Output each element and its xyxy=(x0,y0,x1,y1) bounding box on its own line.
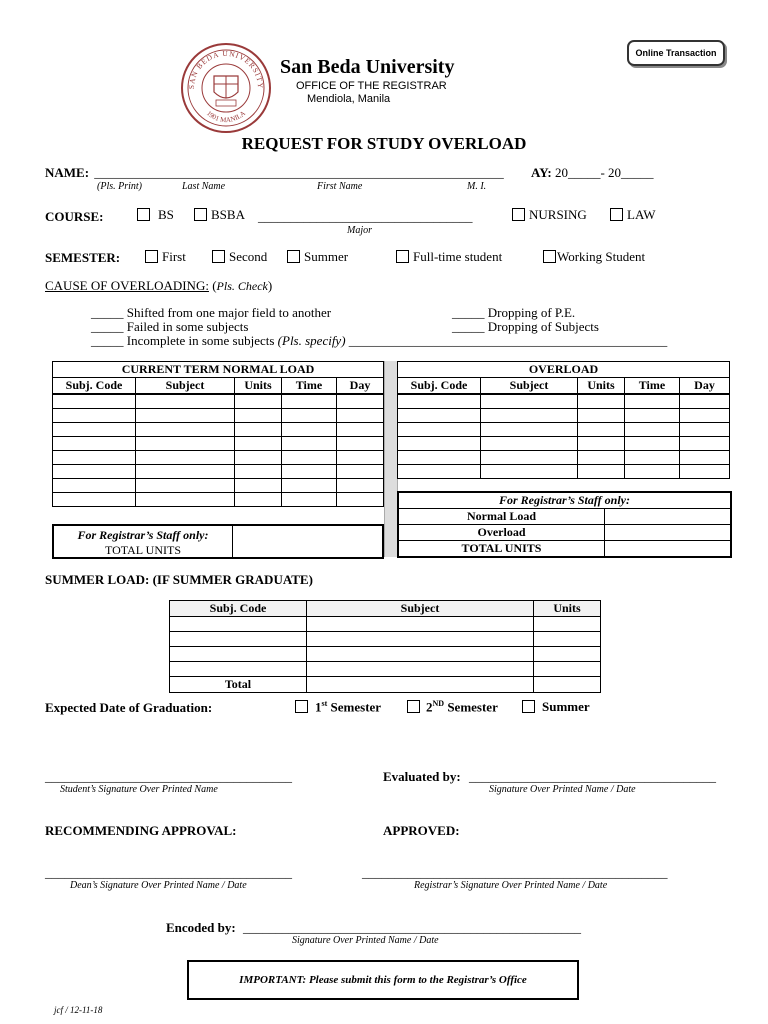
summary-overload: Overload xyxy=(399,525,605,541)
important-notice xyxy=(187,960,579,1000)
table-row[interactable] xyxy=(398,409,730,423)
hint-last-name: Last Name xyxy=(182,181,226,192)
checkbox-fulltime[interactable] xyxy=(396,250,409,263)
checkbox-first[interactable] xyxy=(145,250,158,263)
opt1-num: 1 xyxy=(315,699,322,715)
cause-dropping-subjects[interactable] xyxy=(452,319,599,335)
cause-specify-field[interactable]: _________________________________________________ xyxy=(348,333,668,348)
checkbox-second[interactable] xyxy=(212,250,225,263)
table-row[interactable] xyxy=(53,479,384,493)
evaluated-by-field[interactable]: ______________________________________ xyxy=(469,769,716,784)
table-row[interactable] xyxy=(398,451,730,465)
checkbox-grad-summer[interactable] xyxy=(522,700,535,713)
current-total-box xyxy=(52,524,384,559)
cause-failed-label: Failed in some subjects xyxy=(126,319,249,334)
cause-dropping-subjects-label: Dropping of Subjects xyxy=(487,319,599,334)
registrar-signature-field[interactable]: _______________________________________________ xyxy=(362,865,668,880)
recommending-approval-label: RECOMMENDING APPROVAL: xyxy=(45,823,237,838)
checkbox-first-semester[interactable] xyxy=(295,700,308,713)
col-time: Time xyxy=(282,378,337,394)
table-row[interactable] xyxy=(398,437,730,451)
summer-heading: SUMMER LOAD: (IF SUMMER GRADUATE) xyxy=(45,572,313,587)
footer-code: jcf / 12-11-18 xyxy=(54,1005,103,1015)
summer-col-subject: Subject xyxy=(307,601,534,617)
current-load-grid xyxy=(52,361,384,394)
table-row[interactable] xyxy=(398,423,730,437)
first-label: First xyxy=(162,249,186,264)
summary-normal-load: Normal Load xyxy=(399,509,605,525)
opt2-sup: ND xyxy=(432,699,445,708)
hint-first-name: First Name xyxy=(317,181,363,192)
table-row[interactable] xyxy=(170,617,601,632)
form-title: REQUEST FOR STUDY OVERLOAD xyxy=(241,134,527,153)
summer-total-label: Total xyxy=(170,677,307,693)
semester-summer[interactable] xyxy=(287,249,348,265)
table-row[interactable] xyxy=(53,395,384,409)
university-seal xyxy=(180,42,272,134)
cause-dropping-pe-label: Dropping of P.E. xyxy=(487,305,576,320)
opt3-text: Summer xyxy=(542,699,590,714)
opt2-num: 2 xyxy=(426,699,433,715)
course-option-bs[interactable] xyxy=(137,207,174,223)
major-field[interactable]: _________________________________ xyxy=(258,209,473,224)
opt2-text: Semester xyxy=(447,699,498,715)
table-row[interactable] xyxy=(53,437,384,451)
dean-signature-caption: Dean’s Signature Over Printed Name / Date xyxy=(70,880,247,891)
registrar-summary xyxy=(399,493,730,556)
col-units: Units xyxy=(235,378,282,394)
cause-incomplete-label: Incomplete in some subjects xyxy=(126,333,275,348)
cause-paren-open: ( xyxy=(208,278,217,293)
current-total-value[interactable] xyxy=(233,526,382,557)
ay-field[interactable] xyxy=(531,165,654,181)
ay-value[interactable]: 20_____- 20_____ xyxy=(554,165,654,180)
encoded-by-caption: Signature Over Printed Name / Date xyxy=(292,935,439,946)
current-load-table xyxy=(52,361,384,507)
current-load-rows xyxy=(52,394,384,507)
summer-grid xyxy=(169,600,601,693)
summary-staff-only: For Registrar’s Staff only: xyxy=(399,493,730,509)
overload-value[interactable] xyxy=(605,525,731,541)
checkbox-second-semester[interactable] xyxy=(407,700,420,713)
approved-label: APPROVED: xyxy=(383,823,460,838)
table-row[interactable] xyxy=(53,493,384,507)
overload-grid xyxy=(397,361,730,394)
semester-first[interactable] xyxy=(145,249,186,265)
working-label: Working Student xyxy=(557,249,646,264)
course-option-bsba[interactable] xyxy=(194,207,245,223)
fulltime-label: Full-time student xyxy=(413,249,503,264)
student-signature-caption: Student’s Signature Over Printed Name xyxy=(60,784,218,795)
col-units: Units xyxy=(578,378,625,394)
semester-working[interactable] xyxy=(543,249,645,265)
current-total-label xyxy=(54,526,233,557)
table-row[interactable] xyxy=(53,451,384,465)
cause-blank[interactable]: _____ xyxy=(91,305,124,320)
cause-specify-hint: (Pls. specify) xyxy=(277,333,346,348)
university-name: San Beda University xyxy=(280,56,455,78)
cause-incomplete[interactable] xyxy=(91,333,667,349)
table-row[interactable] xyxy=(398,465,730,479)
evaluated-by-caption: Signature Over Printed Name / Date xyxy=(489,784,636,795)
checkbox-law[interactable] xyxy=(610,208,623,221)
bs-label: BS xyxy=(158,207,174,222)
name-row xyxy=(45,165,504,181)
summer-col-subj-code: Subj. Code xyxy=(170,601,307,617)
law-label: LAW xyxy=(627,207,656,222)
course-label: COURSE: xyxy=(45,209,104,224)
col-subj-code: Subj. Code xyxy=(53,378,136,394)
cause-blank[interactable]: _____ xyxy=(91,333,124,348)
seal-icon xyxy=(180,42,272,134)
cause-heading-text: CAUSE OF OVERLOADING: xyxy=(45,278,209,293)
total-units-label: TOTAL UNITS xyxy=(104,543,182,557)
opt1-sup: st xyxy=(321,699,328,708)
table-row[interactable] xyxy=(53,409,384,423)
summer-total-subject xyxy=(307,677,534,693)
graduation-summer[interactable] xyxy=(522,699,590,715)
opt1-text: Semester xyxy=(330,699,382,715)
graduation-label: Expected Date of Graduation: xyxy=(45,700,213,715)
overload-table xyxy=(397,361,730,479)
dean-signature-field[interactable]: ______________________________________ xyxy=(45,865,292,880)
table-row[interactable] xyxy=(170,632,601,647)
checkbox-working[interactable] xyxy=(543,250,556,263)
semester-second[interactable] xyxy=(212,249,267,265)
current-load-title: CURRENT TERM NORMAL LOAD xyxy=(53,362,384,378)
summer-col-units: Units xyxy=(534,601,601,617)
cause-blank[interactable]: _____ xyxy=(452,319,485,334)
online-transaction-badge xyxy=(627,40,725,66)
table-separator xyxy=(384,361,398,557)
total-units-value[interactable] xyxy=(605,541,731,557)
summer-label: Summer xyxy=(304,249,349,264)
important-text: IMPORTANT: Please submit this form to the Registrar’s Office xyxy=(239,974,527,986)
table-row[interactable] xyxy=(398,395,730,409)
col-time: Time xyxy=(625,378,680,394)
hint-mi: M. I. xyxy=(467,181,487,192)
course-option-nursing[interactable] xyxy=(512,207,587,223)
semester-label: SEMESTER: xyxy=(45,250,121,265)
evaluated-by-label: Evaluated by: xyxy=(383,769,461,784)
table-row[interactable] xyxy=(170,662,601,677)
badge-label: Online Transaction xyxy=(635,48,717,58)
cause-blank[interactable]: _____ xyxy=(452,305,485,320)
major-hint: Major xyxy=(347,225,372,236)
registrar-summary-box xyxy=(397,491,732,558)
overload-rows xyxy=(397,394,730,479)
cause-shifted-label: Shifted from one major field to another xyxy=(126,305,332,320)
encoded-by-field[interactable]: ____________________________________________________ xyxy=(243,920,581,935)
bsba-label: BSBA xyxy=(211,207,245,222)
second-label: Second xyxy=(229,249,268,264)
col-subj-code: Subj. Code xyxy=(398,378,481,394)
cause-note: Pls. Check xyxy=(216,279,268,293)
graduation-first-semester[interactable] xyxy=(295,699,381,715)
nursing-label: NURSING xyxy=(529,207,587,222)
registrar-signature-caption: Registrar’s Signature Over Printed Name / Date xyxy=(414,880,608,891)
ay-label: AY: xyxy=(531,165,552,180)
staff-only-label: For Registrar’s Staff only: xyxy=(77,528,209,542)
table-row[interactable] xyxy=(53,423,384,437)
col-day: Day xyxy=(680,378,730,394)
checkbox-bsba[interactable] xyxy=(194,208,207,221)
office-location: Mendiola, Manila xyxy=(307,93,391,105)
cause-heading xyxy=(45,278,272,294)
encoded-by-label: Encoded by: xyxy=(166,920,236,935)
checkbox-nursing[interactable] xyxy=(512,208,525,221)
overload-title: OVERLOAD xyxy=(398,362,730,378)
hint-print: (Pls. Print) xyxy=(97,181,142,192)
col-subject: Subject xyxy=(481,378,578,394)
summer-total-units[interactable] xyxy=(534,677,601,693)
cause-blank[interactable]: _____ xyxy=(91,319,124,334)
col-day: Day xyxy=(337,378,384,394)
table-row[interactable] xyxy=(53,465,384,479)
course-option-law[interactable] xyxy=(610,207,656,223)
cause-paren-close: ) xyxy=(267,278,273,293)
summer-table xyxy=(169,600,601,693)
svg-text:SAN BEDA UNIVERSITY: SAN BEDA UNIVERSITY xyxy=(186,48,266,90)
semester-fulltime[interactable] xyxy=(396,249,502,265)
office-name: OFFICE OF THE REGISTRAR xyxy=(296,80,447,92)
name-field[interactable]: _______________________________________________________________ xyxy=(94,165,504,180)
name-label: NAME: xyxy=(45,165,90,180)
table-row[interactable] xyxy=(170,647,601,662)
normal-load-value[interactable] xyxy=(605,509,731,525)
checkbox-summer[interactable] xyxy=(287,250,300,263)
checkbox-bs[interactable] xyxy=(137,208,150,221)
student-signature-field[interactable]: ______________________________________ xyxy=(45,769,292,784)
graduation-second-semester[interactable] xyxy=(407,699,498,715)
col-subject: Subject xyxy=(136,378,235,394)
summary-total-units: TOTAL UNITS xyxy=(399,541,605,557)
svg-text:1901 MANILA: 1901 MANILA xyxy=(204,109,248,125)
